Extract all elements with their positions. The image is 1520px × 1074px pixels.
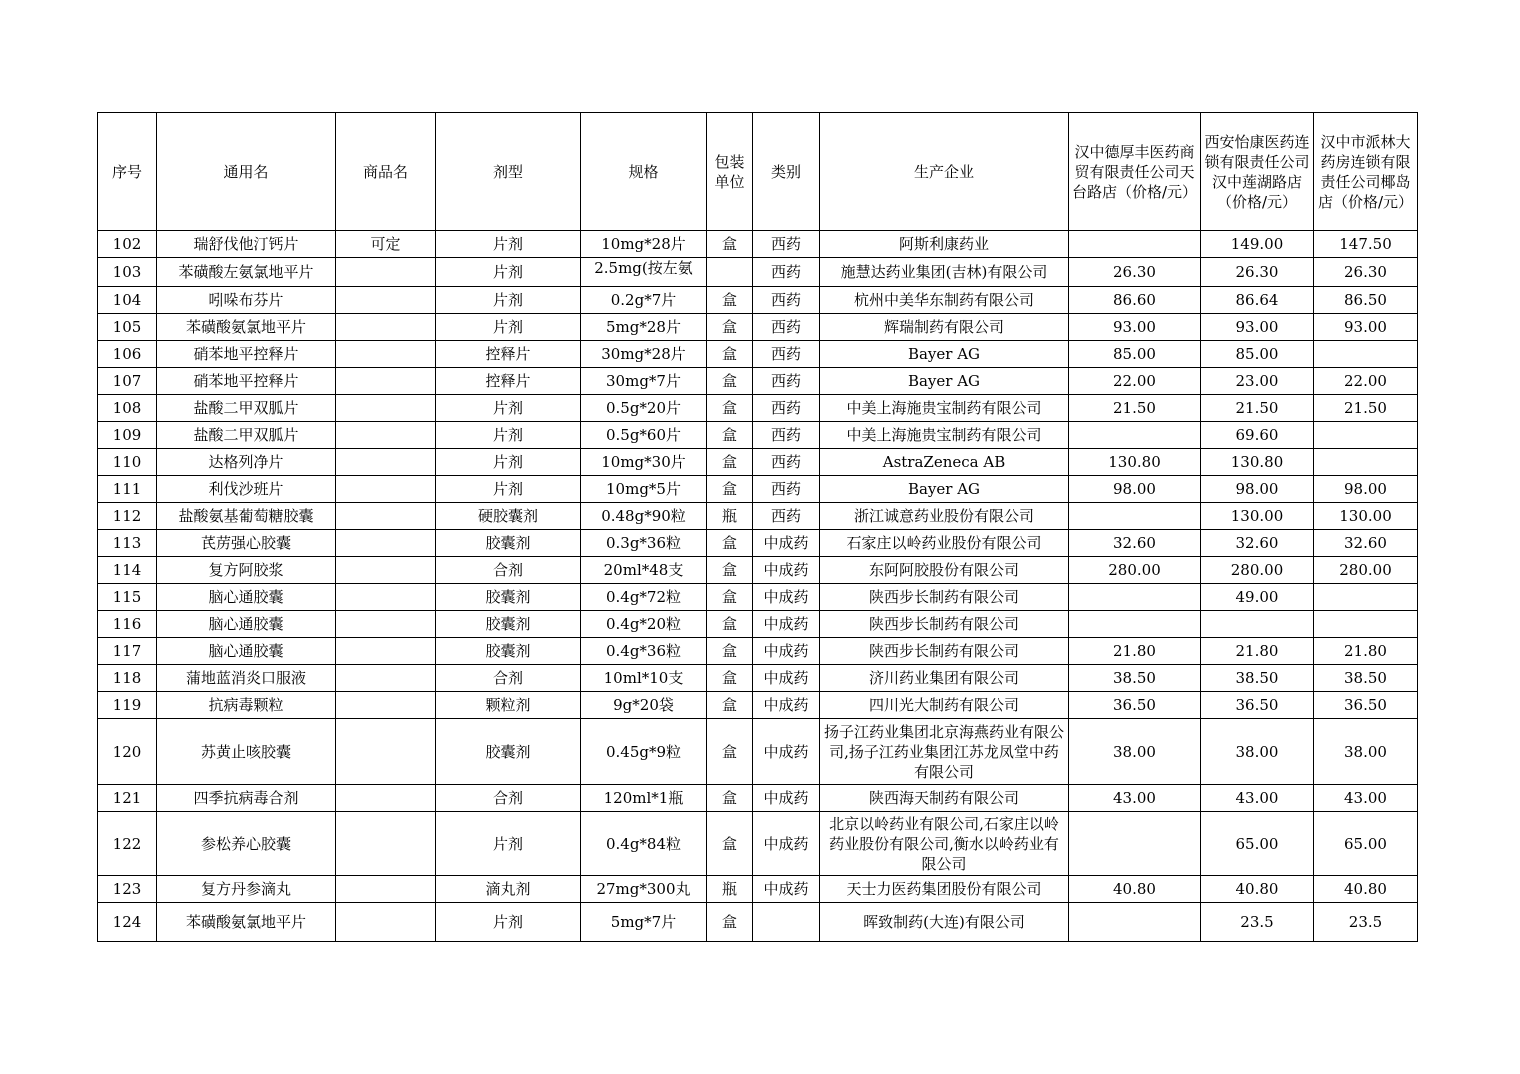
cell-manufacturer: 东阿阿胶股份有限公司	[820, 557, 1069, 584]
cell-price-store-1: 130.80	[1069, 449, 1201, 476]
cell-generic-name: 抗病毒颗粒	[157, 692, 336, 719]
cell-generic-name: 硝苯地平控释片	[157, 341, 336, 368]
cell-price-store-2: 130.80	[1201, 449, 1314, 476]
cell-index: 123	[98, 876, 157, 903]
table-row	[98, 395, 1418, 422]
cell-index: 116	[98, 611, 157, 638]
cell-category: 中成药	[753, 812, 820, 876]
cell-generic-name: 利伐沙班片	[157, 476, 336, 503]
cell-index: 115	[98, 584, 157, 611]
cell-trade-name	[336, 876, 436, 903]
cell-specification: 10mg*5片	[581, 476, 707, 503]
cell-price-store-3: 40.80	[1314, 876, 1418, 903]
cell-trade-name	[336, 449, 436, 476]
cell-price-store-1: 98.00	[1069, 476, 1201, 503]
cell-price-store-3: 26.30	[1314, 258, 1418, 287]
cell-trade-name	[336, 422, 436, 449]
cell-generic-name: 苏黄止咳胶囊	[157, 719, 336, 785]
cell-price-store-1: 86.60	[1069, 287, 1201, 314]
table-row	[98, 584, 1418, 611]
cell-index: 118	[98, 665, 157, 692]
cell-manufacturer: 四川光大制药有限公司	[820, 692, 1069, 719]
cell-index: 113	[98, 530, 157, 557]
cell-price-store-1: 21.50	[1069, 395, 1201, 422]
cell-manufacturer: Bayer AG	[820, 341, 1069, 368]
cell-index: 112	[98, 503, 157, 530]
cell-dosage-form: 胶囊剂	[436, 611, 581, 638]
cell-manufacturer: 中美上海施贵宝制药有限公司	[820, 422, 1069, 449]
cell-price-store-3: 22.00	[1314, 368, 1418, 395]
cell-trade-name	[336, 611, 436, 638]
cell-index: 117	[98, 638, 157, 665]
cell-price-store-3: 23.5	[1314, 903, 1418, 942]
cell-price-store-1: 93.00	[1069, 314, 1201, 341]
table-body	[98, 231, 1418, 942]
cell-dosage-form: 片剂	[436, 287, 581, 314]
cell-generic-name: 芪苈强心胶囊	[157, 530, 336, 557]
cell-trade-name	[336, 503, 436, 530]
cell-price-store-3: 130.00	[1314, 503, 1418, 530]
cell-package-unit	[707, 258, 753, 287]
cell-category: 中成药	[753, 876, 820, 903]
cell-generic-name: 达格列净片	[157, 449, 336, 476]
header-dosage-form: 剂型	[436, 113, 581, 231]
cell-trade-name	[336, 395, 436, 422]
cell-generic-name: 盐酸氨基葡萄糖胶囊	[157, 503, 336, 530]
table-row	[98, 476, 1418, 503]
cell-price-store-2: 43.00	[1201, 785, 1314, 812]
cell-index: 119	[98, 692, 157, 719]
cell-dosage-form: 片剂	[436, 812, 581, 876]
cell-package-unit: 盒	[707, 341, 753, 368]
cell-package-unit: 瓶	[707, 876, 753, 903]
table-row	[98, 341, 1418, 368]
cell-manufacturer: 浙江诚意药业股份有限公司	[820, 503, 1069, 530]
cell-manufacturer: 阿斯利康药业	[820, 231, 1069, 258]
cell-category: 西药	[753, 503, 820, 530]
cell-index: 108	[98, 395, 157, 422]
cell-dosage-form: 片剂	[436, 903, 581, 942]
cell-generic-name: 复方丹参滴丸	[157, 876, 336, 903]
cell-package-unit: 盒	[707, 719, 753, 785]
cell-dosage-form: 滴丸剂	[436, 876, 581, 903]
table-row	[98, 665, 1418, 692]
cell-category: 中成药	[753, 719, 820, 785]
cell-price-store-1	[1069, 812, 1201, 876]
cell-specification: 0.5g*20片	[581, 395, 707, 422]
cell-price-store-2: 130.00	[1201, 503, 1314, 530]
header-trade-name: 商品名	[336, 113, 436, 231]
table-row	[98, 812, 1418, 876]
cell-manufacturer: 济川药业集团有限公司	[820, 665, 1069, 692]
cell-price-store-2: 149.00	[1201, 231, 1314, 258]
table-row	[98, 876, 1418, 903]
table-row	[98, 557, 1418, 584]
cell-package-unit: 盒	[707, 692, 753, 719]
table-row	[98, 422, 1418, 449]
cell-generic-name: 四季抗病毒合剂	[157, 785, 336, 812]
cell-package-unit: 盒	[707, 476, 753, 503]
cell-price-store-3: 280.00	[1314, 557, 1418, 584]
cell-trade-name	[336, 368, 436, 395]
cell-price-store-2: 38.50	[1201, 665, 1314, 692]
cell-price-store-1: 38.00	[1069, 719, 1201, 785]
cell-category: 中成药	[753, 665, 820, 692]
cell-category: 西药	[753, 314, 820, 341]
cell-price-store-1: 21.80	[1069, 638, 1201, 665]
cell-trade-name	[336, 258, 436, 287]
cell-price-store-2: 38.00	[1201, 719, 1314, 785]
cell-price-store-1: 32.60	[1069, 530, 1201, 557]
cell-dosage-form: 片剂	[436, 449, 581, 476]
header-price-store-3: 汉中市派林大药房连锁有限责任公司椰岛店（价格/元）	[1314, 113, 1418, 231]
cell-trade-name	[336, 665, 436, 692]
cell-package-unit: 盒	[707, 287, 753, 314]
cell-generic-name: 苯磺酸左氨氯地平片	[157, 258, 336, 287]
cell-trade-name	[336, 692, 436, 719]
cell-manufacturer: 天士力医药集团股份有限公司	[820, 876, 1069, 903]
cell-specification: 10mg*28片	[581, 231, 707, 258]
cell-price-store-1: 280.00	[1069, 557, 1201, 584]
cell-category: 西药	[753, 341, 820, 368]
header-category: 类别	[753, 113, 820, 231]
cell-trade-name	[336, 341, 436, 368]
cell-category: 西药	[753, 231, 820, 258]
cell-price-store-3: 43.00	[1314, 785, 1418, 812]
table-row	[98, 530, 1418, 557]
cell-index: 122	[98, 812, 157, 876]
cell-manufacturer: Bayer AG	[820, 476, 1069, 503]
cell-trade-name	[336, 903, 436, 942]
cell-generic-name: 硝苯地平控释片	[157, 368, 336, 395]
header-row	[98, 113, 1418, 231]
cell-trade-name	[336, 785, 436, 812]
cell-price-store-1	[1069, 422, 1201, 449]
cell-package-unit: 盒	[707, 231, 753, 258]
cell-index: 124	[98, 903, 157, 942]
cell-price-store-1	[1069, 903, 1201, 942]
cell-package-unit: 盒	[707, 638, 753, 665]
cell-specification: 0.4g*72粒	[581, 584, 707, 611]
cell-price-store-2	[1201, 611, 1314, 638]
cell-specification: 0.4g*84粒	[581, 812, 707, 876]
cell-manufacturer: 晖致制药(大连)有限公司	[820, 903, 1069, 942]
cell-package-unit: 盒	[707, 903, 753, 942]
cell-package-unit: 盒	[707, 314, 753, 341]
cell-generic-name: 苯磺酸氨氯地平片	[157, 903, 336, 942]
cell-dosage-form: 胶囊剂	[436, 530, 581, 557]
cell-specification: 10ml*10支	[581, 665, 707, 692]
cell-price-store-2: 85.00	[1201, 341, 1314, 368]
cell-price-store-2: 69.60	[1201, 422, 1314, 449]
cell-price-store-3: 98.00	[1314, 476, 1418, 503]
cell-price-store-1: 43.00	[1069, 785, 1201, 812]
table-row	[98, 903, 1418, 942]
cell-specification: 2.5mg(按左氨	[581, 258, 707, 287]
cell-category: 中成药	[753, 557, 820, 584]
cell-specification: 30mg*7片	[581, 368, 707, 395]
header-price-store-1: 汉中德厚丰医药商贸有限责任公司天台路店（价格/元）	[1069, 113, 1201, 231]
cell-dosage-form: 硬胶囊剂	[436, 503, 581, 530]
cell-generic-name: 脑心通胶囊	[157, 638, 336, 665]
cell-price-store-3	[1314, 449, 1418, 476]
cell-dosage-form: 片剂	[436, 231, 581, 258]
cell-dosage-form: 颗粒剂	[436, 692, 581, 719]
cell-package-unit: 盒	[707, 449, 753, 476]
cell-price-store-3	[1314, 584, 1418, 611]
cell-dosage-form: 控释片	[436, 368, 581, 395]
table-row	[98, 449, 1418, 476]
cell-index: 106	[98, 341, 157, 368]
cell-category: 西药	[753, 395, 820, 422]
cell-dosage-form: 片剂	[436, 476, 581, 503]
cell-category: 西药	[753, 368, 820, 395]
table-row	[98, 692, 1418, 719]
cell-price-store-2: 65.00	[1201, 812, 1314, 876]
cell-dosage-form: 合剂	[436, 557, 581, 584]
cell-index: 121	[98, 785, 157, 812]
cell-price-store-3: 38.00	[1314, 719, 1418, 785]
header-manufacturer: 生产企业	[820, 113, 1069, 231]
cell-specification: 5mg*28片	[581, 314, 707, 341]
cell-specification: 27mg*300丸	[581, 876, 707, 903]
cell-category: 中成药	[753, 638, 820, 665]
table-row	[98, 368, 1418, 395]
header-index: 序号	[98, 113, 157, 231]
cell-package-unit: 盒	[707, 422, 753, 449]
cell-manufacturer: 中美上海施贵宝制药有限公司	[820, 395, 1069, 422]
cell-price-store-3: 147.50	[1314, 231, 1418, 258]
cell-price-store-1	[1069, 584, 1201, 611]
header-package-unit: 包装单位	[707, 113, 753, 231]
cell-manufacturer: 北京以岭药业有限公司,石家庄以岭药业股份有限公司,衡水以岭药业有限公司	[820, 812, 1069, 876]
cell-price-store-2: 36.50	[1201, 692, 1314, 719]
cell-specification: 0.4g*20粒	[581, 611, 707, 638]
cell-manufacturer: 陕西步长制药有限公司	[820, 584, 1069, 611]
cell-package-unit: 盒	[707, 530, 753, 557]
cell-price-store-3: 21.50	[1314, 395, 1418, 422]
cell-generic-name: 脑心通胶囊	[157, 611, 336, 638]
cell-trade-name	[336, 557, 436, 584]
cell-generic-name: 蒲地蓝消炎口服液	[157, 665, 336, 692]
cell-dosage-form: 胶囊剂	[436, 719, 581, 785]
cell-trade-name: 可定	[336, 231, 436, 258]
cell-price-store-2: 32.60	[1201, 530, 1314, 557]
cell-price-store-2: 40.80	[1201, 876, 1314, 903]
cell-specification: 0.4g*36粒	[581, 638, 707, 665]
cell-specification: 0.48g*90粒	[581, 503, 707, 530]
cell-category: 西药	[753, 422, 820, 449]
cell-dosage-form: 片剂	[436, 314, 581, 341]
cell-package-unit: 盒	[707, 665, 753, 692]
cell-specification: 0.3g*36粒	[581, 530, 707, 557]
cell-price-store-3	[1314, 422, 1418, 449]
cell-category: 西药	[753, 287, 820, 314]
cell-trade-name	[336, 812, 436, 876]
cell-manufacturer: 陕西步长制药有限公司	[820, 638, 1069, 665]
cell-package-unit: 盒	[707, 611, 753, 638]
cell-generic-name: 脑心通胶囊	[157, 584, 336, 611]
cell-manufacturer: 施慧达药业集团(吉林)有限公司	[820, 258, 1069, 287]
cell-category: 中成药	[753, 530, 820, 557]
cell-index: 111	[98, 476, 157, 503]
cell-specification: 10mg*30片	[581, 449, 707, 476]
cell-price-store-1	[1069, 231, 1201, 258]
cell-price-store-1	[1069, 611, 1201, 638]
cell-dosage-form: 控释片	[436, 341, 581, 368]
cell-specification: 0.5g*60片	[581, 422, 707, 449]
cell-index: 102	[98, 231, 157, 258]
cell-generic-name: 盐酸二甲双胍片	[157, 422, 336, 449]
cell-price-store-3: 38.50	[1314, 665, 1418, 692]
table-row	[98, 719, 1418, 785]
cell-generic-name: 吲哚布芬片	[157, 287, 336, 314]
cell-dosage-form: 合剂	[436, 665, 581, 692]
cell-price-store-1: 38.50	[1069, 665, 1201, 692]
cell-price-store-2: 23.5	[1201, 903, 1314, 942]
cell-manufacturer: 陕西海天制药有限公司	[820, 785, 1069, 812]
cell-category: 中成药	[753, 584, 820, 611]
cell-index: 110	[98, 449, 157, 476]
cell-dosage-form: 胶囊剂	[436, 584, 581, 611]
cell-trade-name	[336, 314, 436, 341]
cell-category: 西药	[753, 258, 820, 287]
cell-price-store-1: 36.50	[1069, 692, 1201, 719]
cell-price-store-3	[1314, 611, 1418, 638]
cell-price-store-2: 98.00	[1201, 476, 1314, 503]
cell-dosage-form: 片剂	[436, 258, 581, 287]
cell-category	[753, 903, 820, 942]
cell-index: 103	[98, 258, 157, 287]
cell-price-store-3: 93.00	[1314, 314, 1418, 341]
cell-trade-name	[336, 287, 436, 314]
cell-generic-name: 盐酸二甲双胍片	[157, 395, 336, 422]
cell-price-store-2: 49.00	[1201, 584, 1314, 611]
cell-manufacturer: 杭州中美华东制药有限公司	[820, 287, 1069, 314]
cell-price-store-1: 85.00	[1069, 341, 1201, 368]
cell-price-store-2: 21.80	[1201, 638, 1314, 665]
cell-index: 104	[98, 287, 157, 314]
cell-specification: 120ml*1瓶	[581, 785, 707, 812]
table-row	[98, 785, 1418, 812]
cell-price-store-3	[1314, 341, 1418, 368]
cell-dosage-form: 片剂	[436, 395, 581, 422]
cell-price-store-3: 36.50	[1314, 692, 1418, 719]
cell-manufacturer: AstraZeneca AB	[820, 449, 1069, 476]
cell-specification: 20ml*48支	[581, 557, 707, 584]
cell-category: 西药	[753, 476, 820, 503]
table-row	[98, 314, 1418, 341]
cell-price-store-2: 26.30	[1201, 258, 1314, 287]
cell-manufacturer: 扬子江药业集团北京海燕药业有限公司,扬子江药业集团江苏龙凤堂中药有限公司	[820, 719, 1069, 785]
cell-category: 中成药	[753, 692, 820, 719]
cell-price-store-2: 21.50	[1201, 395, 1314, 422]
cell-specification: 0.2g*7片	[581, 287, 707, 314]
cell-dosage-form: 合剂	[436, 785, 581, 812]
cell-price-store-3: 86.50	[1314, 287, 1418, 314]
cell-trade-name	[336, 638, 436, 665]
cell-package-unit: 盒	[707, 584, 753, 611]
cell-generic-name: 瑞舒伐他汀钙片	[157, 231, 336, 258]
cell-specification: 30mg*28片	[581, 341, 707, 368]
drug-price-table	[97, 112, 1418, 942]
cell-price-store-2: 23.00	[1201, 368, 1314, 395]
cell-price-store-3: 65.00	[1314, 812, 1418, 876]
cell-dosage-form: 胶囊剂	[436, 638, 581, 665]
cell-price-store-2: 93.00	[1201, 314, 1314, 341]
cell-category: 中成药	[753, 785, 820, 812]
cell-price-store-2: 280.00	[1201, 557, 1314, 584]
cell-specification: 5mg*7片	[581, 903, 707, 942]
cell-category: 中成药	[753, 611, 820, 638]
cell-manufacturer: 石家庄以岭药业股份有限公司	[820, 530, 1069, 557]
cell-trade-name	[336, 476, 436, 503]
cell-price-store-3: 21.80	[1314, 638, 1418, 665]
cell-dosage-form: 片剂	[436, 422, 581, 449]
cell-price-store-1	[1069, 503, 1201, 530]
cell-price-store-2: 86.64	[1201, 287, 1314, 314]
cell-category: 西药	[753, 449, 820, 476]
header-specification: 规格	[581, 113, 707, 231]
cell-price-store-1: 22.00	[1069, 368, 1201, 395]
cell-index: 114	[98, 557, 157, 584]
cell-index: 109	[98, 422, 157, 449]
cell-package-unit: 盒	[707, 368, 753, 395]
cell-price-store-1: 40.80	[1069, 876, 1201, 903]
header-price-store-2: 西安怡康医药连锁有限责任公司汉中莲湖路店（价格/元）	[1201, 113, 1314, 231]
cell-generic-name: 苯磺酸氨氯地平片	[157, 314, 336, 341]
table-row	[98, 287, 1418, 314]
cell-generic-name: 参松养心胶囊	[157, 812, 336, 876]
cell-generic-name: 复方阿胶浆	[157, 557, 336, 584]
table-row	[98, 231, 1418, 258]
cell-index: 120	[98, 719, 157, 785]
table-row	[98, 503, 1418, 530]
cell-price-store-3: 32.60	[1314, 530, 1418, 557]
cell-package-unit: 盒	[707, 557, 753, 584]
table-row	[98, 258, 1418, 287]
cell-manufacturer: 辉瑞制药有限公司	[820, 314, 1069, 341]
table-row	[98, 611, 1418, 638]
cell-trade-name	[336, 584, 436, 611]
cell-index: 105	[98, 314, 157, 341]
cell-package-unit: 盒	[707, 812, 753, 876]
cell-price-store-1: 26.30	[1069, 258, 1201, 287]
header-generic-name: 通用名	[157, 113, 336, 231]
cell-package-unit: 瓶	[707, 503, 753, 530]
cell-specification: 9g*20袋	[581, 692, 707, 719]
cell-specification: 0.45g*9粒	[581, 719, 707, 785]
cell-manufacturer: Bayer AG	[820, 368, 1069, 395]
cell-trade-name	[336, 530, 436, 557]
table-row	[98, 638, 1418, 665]
cell-trade-name	[336, 719, 436, 785]
cell-manufacturer: 陕西步长制药有限公司	[820, 611, 1069, 638]
cell-package-unit: 盒	[707, 785, 753, 812]
cell-index: 107	[98, 368, 157, 395]
cell-package-unit: 盒	[707, 395, 753, 422]
